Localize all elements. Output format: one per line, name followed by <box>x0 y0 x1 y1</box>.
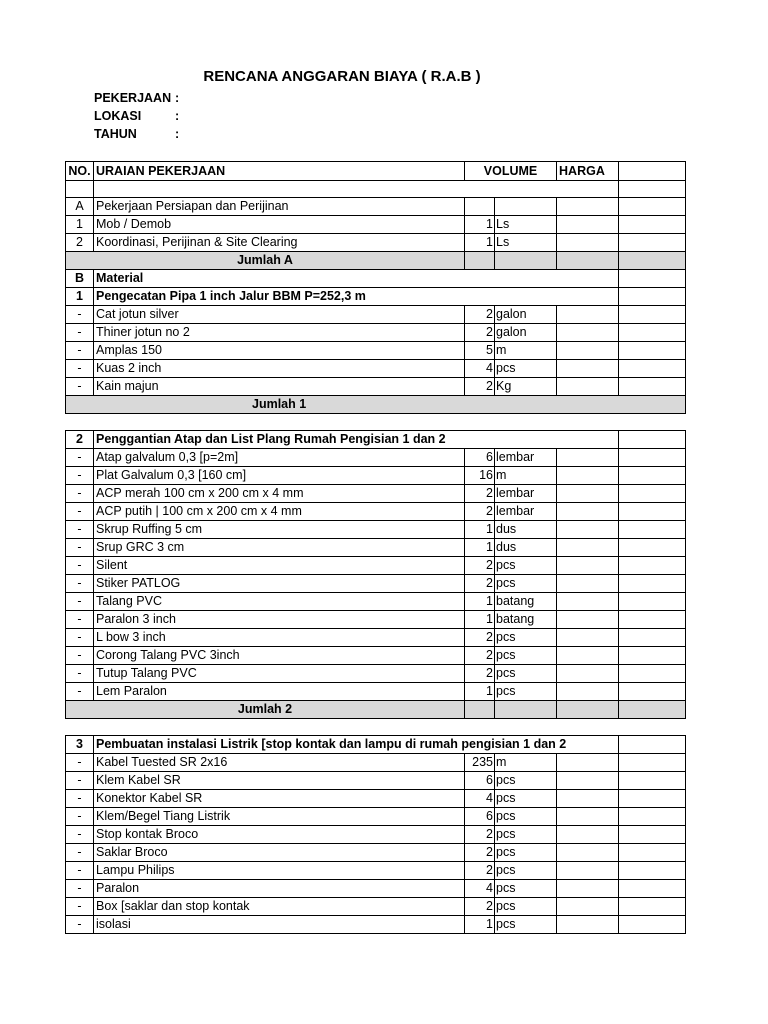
cell-unit: m <box>495 342 557 360</box>
cell-unit: galon <box>495 324 557 342</box>
cell-harga <box>557 790 619 808</box>
section-row <box>66 736 686 754</box>
cell-unit: pcs <box>495 360 557 378</box>
table-row <box>66 790 686 808</box>
cell-no: 2 <box>66 431 94 449</box>
table-row <box>66 449 686 467</box>
cell-qty: 2 <box>465 324 495 342</box>
total-cell <box>465 701 495 719</box>
meta-lokasi <box>94 107 179 125</box>
cell-desc: Paralon 3 inch <box>94 611 465 629</box>
cell-unit: m <box>495 754 557 772</box>
cell-unit: lembar <box>495 503 557 521</box>
table-row <box>66 754 686 772</box>
cell-harga <box>557 503 619 521</box>
cell-qty: 2 <box>465 378 495 396</box>
cell-qty: 235 <box>465 754 495 772</box>
cell-extra <box>619 772 686 790</box>
cell-extra <box>619 485 686 503</box>
cell-desc: Kain majun <box>94 378 465 396</box>
cell-extra <box>619 790 686 808</box>
table-row <box>66 234 686 252</box>
cell-qty <box>465 198 495 216</box>
cell-unit: Kg <box>495 378 557 396</box>
cell-unit: pcs <box>495 808 557 826</box>
total-cell <box>619 252 686 270</box>
cell-desc: Stop kontak Broco <box>94 826 465 844</box>
total-label: Jumlah 1 <box>66 396 686 414</box>
cell-harga <box>557 485 619 503</box>
cell-extra <box>619 826 686 844</box>
header-harga: HARGA <box>557 162 619 181</box>
total-cell <box>495 252 557 270</box>
cell-unit: pcs <box>495 557 557 575</box>
cell-qty: 2 <box>465 306 495 324</box>
cell-extra <box>619 270 686 288</box>
cell-harga <box>557 665 619 683</box>
cell-extra <box>619 216 686 234</box>
cell-no: - <box>66 360 94 378</box>
cell-desc: Saklar Broco <box>94 844 465 862</box>
cell-harga <box>557 324 619 342</box>
cell-extra <box>619 665 686 683</box>
cell-no: - <box>66 916 94 934</box>
section-title: Material <box>94 270 619 288</box>
header-volume: VOLUME <box>465 162 557 181</box>
cell-no: - <box>66 772 94 790</box>
cell-harga <box>557 234 619 252</box>
cell-qty: 1 <box>465 539 495 557</box>
table-row <box>66 198 686 216</box>
cell-desc: Kuas 2 inch <box>94 360 465 378</box>
cell-harga <box>557 647 619 665</box>
cell-no: - <box>66 485 94 503</box>
cell-extra <box>619 611 686 629</box>
cell-harga <box>557 772 619 790</box>
cell-qty: 2 <box>465 557 495 575</box>
cell-qty: 1 <box>465 611 495 629</box>
cell-unit: dus <box>495 521 557 539</box>
cell-qty: 2 <box>465 629 495 647</box>
cell-harga <box>557 880 619 898</box>
cell-desc: Box [saklar dan stop kontak <box>94 898 465 916</box>
table-row <box>66 467 686 485</box>
cell-qty: 2 <box>465 898 495 916</box>
table-row <box>66 216 686 234</box>
cell-extra <box>619 808 686 826</box>
cell-qty: 4 <box>465 880 495 898</box>
cell-harga <box>557 808 619 826</box>
meta-label: PEKERJAAN <box>94 91 172 105</box>
cell-extra <box>619 754 686 772</box>
cell-no: - <box>66 378 94 396</box>
cell-harga <box>557 898 619 916</box>
cell-extra <box>619 844 686 862</box>
table-row <box>66 862 686 880</box>
meta-tahun <box>94 125 179 143</box>
cell-extra <box>619 647 686 665</box>
cell-desc: Koordinasi, Perijinan & Site Clearing <box>94 234 465 252</box>
cell-harga <box>557 449 619 467</box>
cell-unit: dus <box>495 539 557 557</box>
table-row <box>66 521 686 539</box>
cell-extra <box>619 593 686 611</box>
cell-harga <box>557 521 619 539</box>
cell-no: - <box>66 503 94 521</box>
cell-unit: pcs <box>495 772 557 790</box>
table-row <box>66 880 686 898</box>
cell-extra <box>619 431 686 449</box>
cell-unit: pcs <box>495 844 557 862</box>
cell-desc: Mob / Demob <box>94 216 465 234</box>
section-title: Pengecatan Pipa 1 inch Jalur BBM P=252,3 m <box>94 288 619 306</box>
cell-no: - <box>66 629 94 647</box>
table-body <box>66 181 686 934</box>
cell-harga <box>557 306 619 324</box>
table-row <box>66 539 686 557</box>
cell-desc: Plat Galvalum 0,3 [160 cm] <box>94 467 465 485</box>
cell-unit: pcs <box>495 826 557 844</box>
cell-harga <box>557 593 619 611</box>
cell-unit: batang <box>495 593 557 611</box>
cell-qty: 1 <box>465 593 495 611</box>
cell-harga <box>557 575 619 593</box>
cell-extra <box>619 181 686 198</box>
cell-desc <box>94 181 619 198</box>
table-row <box>66 324 686 342</box>
cell-extra <box>619 198 686 216</box>
table-row <box>66 629 686 647</box>
meta-block <box>94 89 179 143</box>
meta-pekerjaan <box>94 89 179 107</box>
table-row <box>66 826 686 844</box>
cell-unit: pcs <box>495 575 557 593</box>
cell-unit: pcs <box>495 629 557 647</box>
total-cell <box>557 701 619 719</box>
table-row <box>66 665 686 683</box>
cell-harga <box>557 467 619 485</box>
total-row <box>66 701 686 719</box>
table-row <box>66 378 686 396</box>
cell-extra <box>619 342 686 360</box>
cell-desc: Pekerjaan Persiapan dan Perijinan <box>94 198 465 216</box>
cell-extra <box>619 467 686 485</box>
cell-unit: pcs <box>495 862 557 880</box>
cell-qty: 6 <box>465 449 495 467</box>
cell-extra <box>619 862 686 880</box>
cell-no: - <box>66 683 94 701</box>
total-label: Jumlah A <box>66 252 465 270</box>
cell-no: - <box>66 306 94 324</box>
cell-unit: Ls <box>495 234 557 252</box>
cell-no: - <box>66 862 94 880</box>
cell-qty: 2 <box>465 503 495 521</box>
cell-qty: 4 <box>465 790 495 808</box>
meta-separator: : <box>175 91 180 105</box>
table-row <box>66 557 686 575</box>
total-cell <box>465 252 495 270</box>
cell-unit: galon <box>495 306 557 324</box>
cell-desc: Thiner jotun no 2 <box>94 324 465 342</box>
table-row <box>66 342 686 360</box>
table-row <box>66 808 686 826</box>
cell-harga <box>557 342 619 360</box>
cell-harga <box>557 539 619 557</box>
cell-extra <box>619 683 686 701</box>
cell-no: - <box>66 342 94 360</box>
table-row <box>66 916 686 934</box>
cell-no: - <box>66 539 94 557</box>
cell-no: - <box>66 826 94 844</box>
meta-separator: : <box>175 109 180 123</box>
cell-desc: Paralon <box>94 880 465 898</box>
cell-qty: 16 <box>465 467 495 485</box>
total-label: Jumlah 2 <box>66 701 465 719</box>
table-row <box>66 593 686 611</box>
cell-harga <box>557 862 619 880</box>
cell-harga <box>557 216 619 234</box>
cell-unit: pcs <box>495 898 557 916</box>
cell-extra <box>619 557 686 575</box>
cell-harga <box>557 916 619 934</box>
cell-no: - <box>66 754 94 772</box>
cell-unit: m <box>495 467 557 485</box>
cell-unit <box>495 198 557 216</box>
cell-qty: 1 <box>465 216 495 234</box>
header-empty <box>619 162 686 181</box>
cell-qty: 5 <box>465 342 495 360</box>
cell-desc: isolasi <box>94 916 465 934</box>
cell-no: - <box>66 557 94 575</box>
cell-qty: 2 <box>465 575 495 593</box>
cell-no: 1 <box>66 288 94 306</box>
cell-qty: 1 <box>465 521 495 539</box>
header-no: NO. <box>66 162 94 181</box>
cell-desc: Skrup Ruffing 5 cm <box>94 521 465 539</box>
cell-harga <box>557 557 619 575</box>
table-row <box>66 306 686 324</box>
cell-qty: 2 <box>465 826 495 844</box>
cell-no: - <box>66 449 94 467</box>
cell-qty: 2 <box>465 844 495 862</box>
table-row <box>66 683 686 701</box>
cell-no: - <box>66 665 94 683</box>
meta-separator: : <box>175 127 180 141</box>
cell-desc: Tutup Talang PVC <box>94 665 465 683</box>
section-row <box>66 431 686 449</box>
cell-desc: Lem Paralon <box>94 683 465 701</box>
cell-extra <box>619 575 686 593</box>
cell-no: - <box>66 593 94 611</box>
cell-extra <box>619 629 686 647</box>
cell-unit: batang <box>495 611 557 629</box>
cell-qty: 6 <box>465 772 495 790</box>
table-row <box>66 611 686 629</box>
cell-no: - <box>66 898 94 916</box>
section-title: Pembuatan instalasi Listrik [stop kontak dan lampu di rumah pengisian 1 dan 2 <box>94 736 619 754</box>
cell-qty: 2 <box>465 862 495 880</box>
cell-no <box>66 181 94 198</box>
cell-no: - <box>66 647 94 665</box>
cell-extra <box>619 360 686 378</box>
cell-qty: 2 <box>465 665 495 683</box>
cell-harga <box>557 683 619 701</box>
cell-desc: Klem Kabel SR <box>94 772 465 790</box>
cell-no: 2 <box>66 234 94 252</box>
cell-harga <box>557 360 619 378</box>
table-row <box>66 898 686 916</box>
total-cell <box>495 701 557 719</box>
cell-no: B <box>66 270 94 288</box>
cell-unit: pcs <box>495 880 557 898</box>
section-row <box>66 288 686 306</box>
cell-no: - <box>66 808 94 826</box>
cell-harga <box>557 754 619 772</box>
cell-extra <box>619 898 686 916</box>
rab-table <box>65 161 686 934</box>
cell-desc: Konektor Kabel SR <box>94 790 465 808</box>
cell-desc: Kabel Tuested SR 2x16 <box>94 754 465 772</box>
cell-no: A <box>66 198 94 216</box>
total-row <box>66 252 686 270</box>
cell-extra <box>619 503 686 521</box>
meta-label: LOKASI <box>94 109 142 123</box>
table-row <box>66 485 686 503</box>
spacer-cell <box>66 719 686 736</box>
cell-no: - <box>66 880 94 898</box>
cell-qty: 4 <box>465 360 495 378</box>
cell-extra <box>619 521 686 539</box>
cell-harga <box>557 826 619 844</box>
table-header-row <box>66 162 686 181</box>
spacer-row <box>66 719 686 736</box>
cell-harga <box>557 378 619 396</box>
cell-desc: Klem/Begel Tiang Listrik <box>94 808 465 826</box>
cell-desc: Silent <box>94 557 465 575</box>
table-row <box>66 844 686 862</box>
cell-unit: pcs <box>495 647 557 665</box>
blank-row <box>66 181 686 198</box>
spacer-row <box>66 414 686 431</box>
cell-desc: Atap galvalum 0,3 [p=2m] <box>94 449 465 467</box>
cell-unit: lembar <box>495 485 557 503</box>
header-uraian: URAIAN PEKERJAAN <box>94 162 465 181</box>
cell-no: - <box>66 521 94 539</box>
cell-desc: L bow 3 inch <box>94 629 465 647</box>
cell-desc: Amplas 150 <box>94 342 465 360</box>
section-title: Penggantian Atap dan List Plang Rumah Pengisian 1 dan 2 <box>94 431 619 449</box>
cell-extra <box>619 306 686 324</box>
cell-no: - <box>66 324 94 342</box>
total-cell <box>619 701 686 719</box>
cell-extra <box>619 736 686 754</box>
total-row <box>66 396 686 414</box>
cell-harga <box>557 844 619 862</box>
cell-harga <box>557 611 619 629</box>
cell-harga <box>557 629 619 647</box>
spacer-cell <box>66 414 686 431</box>
cell-qty: 1 <box>465 683 495 701</box>
cell-qty: 6 <box>465 808 495 826</box>
cell-extra <box>619 916 686 934</box>
cell-no: - <box>66 575 94 593</box>
cell-extra <box>619 234 686 252</box>
table-row <box>66 575 686 593</box>
cell-qty: 2 <box>465 647 495 665</box>
cell-unit: pcs <box>495 790 557 808</box>
meta-label: TAHUN <box>94 127 137 141</box>
cell-unit: pcs <box>495 665 557 683</box>
cell-extra <box>619 288 686 306</box>
cell-unit: pcs <box>495 683 557 701</box>
cell-extra <box>619 324 686 342</box>
cell-extra <box>619 539 686 557</box>
table-row <box>66 360 686 378</box>
cell-desc: Cat jotun silver <box>94 306 465 324</box>
cell-desc: Talang PVC <box>94 593 465 611</box>
cell-qty: 1 <box>465 916 495 934</box>
cell-desc: Lampu Philips <box>94 862 465 880</box>
cell-unit: Ls <box>495 216 557 234</box>
document-title: RENCANA ANGGARAN BIAYA ( R.A.B ) <box>203 68 481 85</box>
cell-no: 3 <box>66 736 94 754</box>
cell-extra <box>619 880 686 898</box>
table-row <box>66 503 686 521</box>
section-row <box>66 270 686 288</box>
cell-extra <box>619 449 686 467</box>
cell-desc: ACP putih | 100 cm x 200 cm x 4 mm <box>94 503 465 521</box>
cell-desc: Srup GRC 3 cm <box>94 539 465 557</box>
cell-no: - <box>66 844 94 862</box>
cell-qty: 2 <box>465 485 495 503</box>
cell-qty: 1 <box>465 234 495 252</box>
cell-desc: Corong Talang PVC 3inch <box>94 647 465 665</box>
cell-unit: lembar <box>495 449 557 467</box>
cell-no: - <box>66 611 94 629</box>
cell-no: 1 <box>66 216 94 234</box>
cell-harga <box>557 198 619 216</box>
cell-no: - <box>66 467 94 485</box>
cell-desc: ACP merah 100 cm x 200 cm x 4 mm <box>94 485 465 503</box>
table-row <box>66 772 686 790</box>
table-row <box>66 647 686 665</box>
cell-no: - <box>66 790 94 808</box>
cell-desc: Stiker PATLOG <box>94 575 465 593</box>
total-cell <box>557 252 619 270</box>
cell-extra <box>619 378 686 396</box>
cell-unit: pcs <box>495 916 557 934</box>
